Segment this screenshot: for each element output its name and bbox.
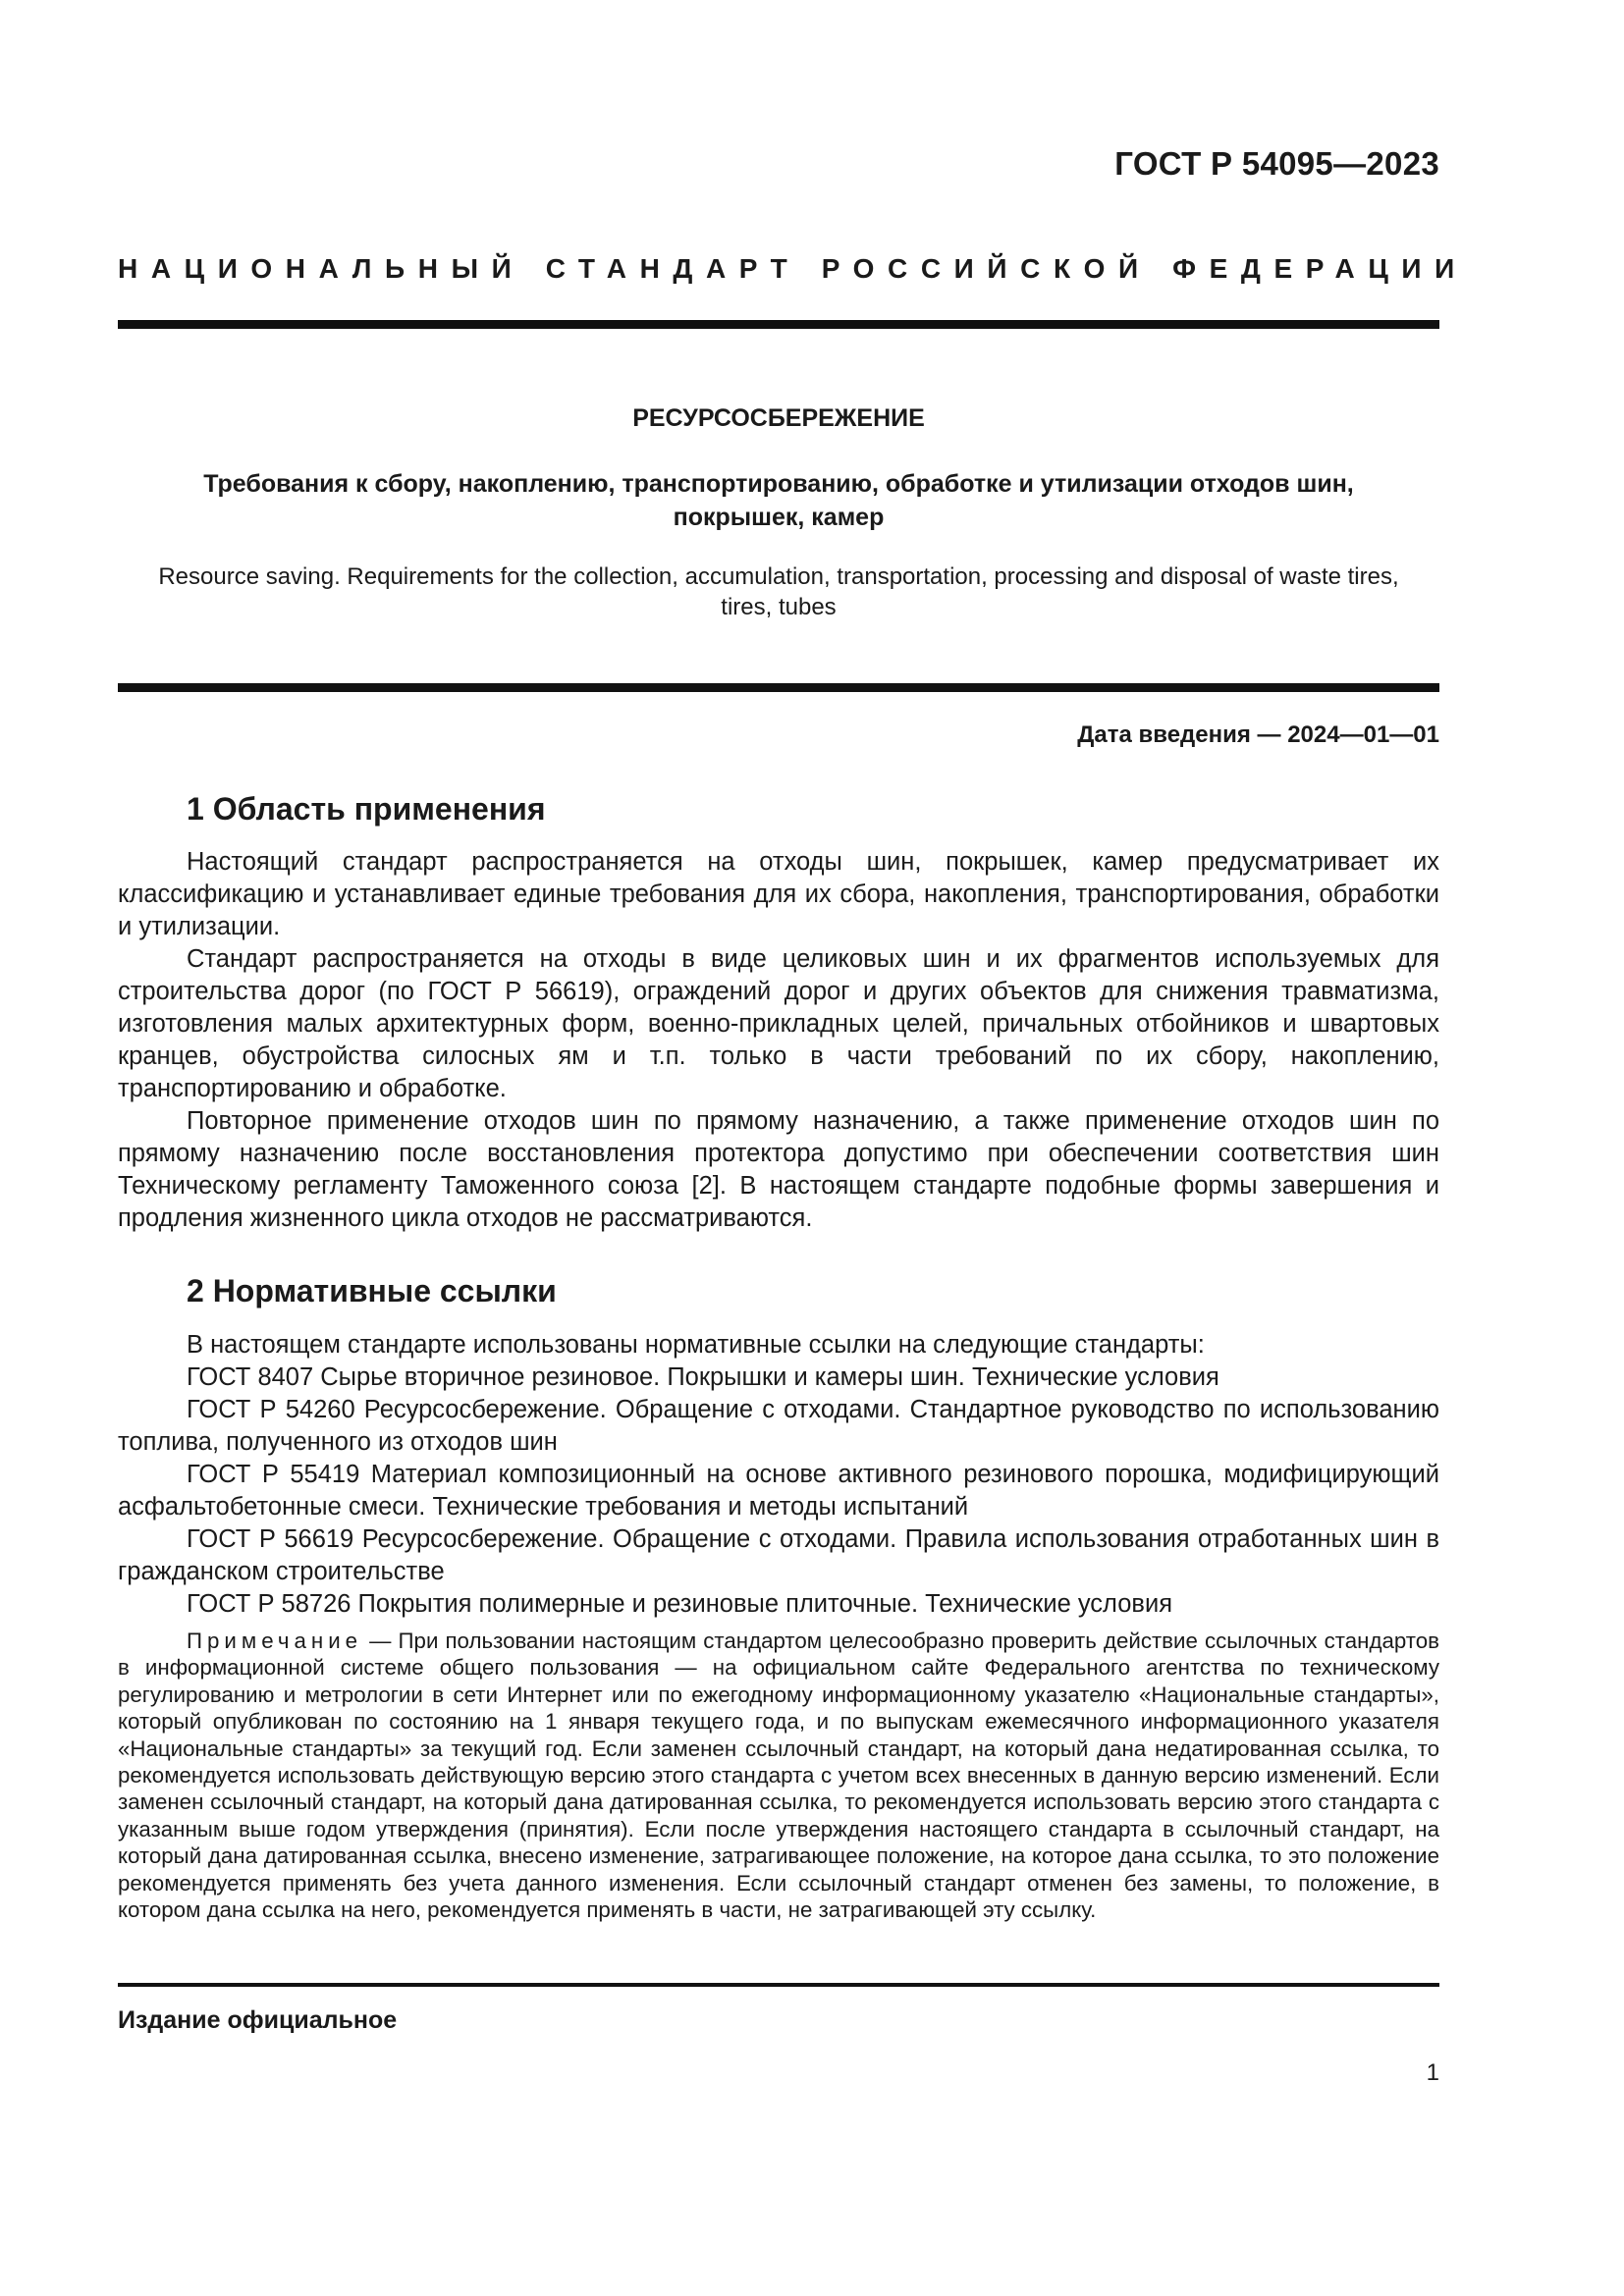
- title-divider: [118, 683, 1439, 692]
- english-title: Resource saving. Requirements for the collection, accumulation, transportation, processing and disposal of waste tires, tires, tubes: [158, 563, 1399, 620]
- section-1-paragraph: Повторное применение отходов шин по прямому назначению, а также применение отходов шин по прямому назначению после восстановления протектора допустимо при обеспечении соответствия шин Техническому регламенту Таможенного союза [2]. В настоящем стандарте подобные формы завершения и продления жизненного цикла отходов не рассматриваются.: [118, 1107, 1439, 1232]
- footer-divider: [118, 1983, 1439, 1987]
- note-block: [118, 1628, 1439, 1923]
- reference-item: ГОСТ 8407 Сырье вторичное резиновое. Покрышки и камеры шин. Технические условия: [187, 1363, 1219, 1391]
- section-2-heading: 2 Нормативные ссылки: [187, 1273, 557, 1308]
- reference-item: ГОСТ Р 55419 Материал композиционный на основе активного резинового порошка, модифицирующий асфальтобетонные смеси. Технические требования и методы испытаний: [118, 1461, 1439, 1521]
- page-number: 1: [1426, 2059, 1439, 2086]
- section-1-heading: 1 Область применения: [187, 791, 546, 827]
- section-2-intro: В настоящем стандарте использованы нормативные ссылки на следующие стандарты:: [187, 1331, 1205, 1359]
- reference-item: ГОСТ Р 58726 Покрытия полимерные и резиновые плиточные. Технические условия: [187, 1590, 1173, 1618]
- note-label: Примечание: [187, 1629, 363, 1653]
- introduction-date: Дата введения — 2024—01—01: [1077, 721, 1439, 748]
- gost-number: ГОСТ Р 54095—2023: [1114, 145, 1439, 182]
- document-subtitle: Требования к сбору, накоплению, транспортированию, обработке и утилизации отходов шин, покрышек, камер: [203, 470, 1354, 531]
- section-1-paragraph: Стандарт распространяется на отходы в виде целиковых шин и их фрагментов используемых для строительства дорог (по ГОСТ Р 56619), ограждений дорог и других объектов для снижения травматизма, изготовления малых архитектурных форм, военно-прикладных целей, причальных отбойников и швартовых кранцев, обустройства силосных ям и т.п. только в части требований по их сбору, накоплению, транспортированию и обработке.: [118, 945, 1439, 1102]
- reference-item: ГОСТ Р 54260 Ресурсосбережение. Обращение с отходами. Стандартное руководство по использованию топлива, полученного из отходов шин: [118, 1396, 1439, 1456]
- section-2-body: [118, 1329, 1439, 1621]
- note-text: — При пользовании настоящим стандартом целесообразно проверить действие ссылочных стандартов в информационной системе общего пользования — на официальном сайте Федерального агентства по техническому регулированию и метрологии в сети Интернет или по ежегодному информационному указателю «Национальные стандарты», который опубликован по состоянию на 1 января текущего года, и по выпускам ежемесячного информационного указателя «Национальные стандарты» за текущий год. Если заменен ссылочный стандарт, на который дана недатированная ссылка, то рекомендуется использовать действующую версию этого стандарта с учетом всех внесенных в данную версию изменений. Если заменен ссылочный стандарт, на который дана датированная ссылка, то рекомендуется использовать версию этого стандарта с указанным выше годом утверждения (принятия). Если после утверждения настоящего стандарта в ссылочный стандарт, на который дана датированная ссылка, внесено изменение, затрагивающее положение, на которое дана ссылка, то это положение рекомендуется применять без учета данного изменения. Если ссылочный стандарт отменен без замены, то положение, в котором дана ссылка на него, рекомендуется применять в части, не затрагивающей эту ссылку.: [118, 1629, 1439, 1923]
- top-divider: [118, 320, 1439, 329]
- official-edition-label: Издание официальное: [118, 2006, 398, 2034]
- section-1-paragraph: Настоящий стандарт распространяется на отходы шин, покрышек, камер предусматривает их классификацию и устанавливает единые требования для их сбора, накопления, транспортирования, обработки и утилизации.: [118, 848, 1439, 940]
- reference-item: ГОСТ Р 56619 Ресурсосбережение. Обращение с отходами. Правила использования отработанных шин в гражданском строительстве: [118, 1525, 1439, 1585]
- national-standard-caption: НАЦИОНАЛЬНЫЙ СТАНДАРТ РОССИЙСКОЙ ФЕДЕРАЦИИ: [118, 253, 1468, 284]
- section-1-body: [118, 846, 1439, 1235]
- document-title: РЕСУРСОСБЕРЕЖЕНИЕ: [632, 404, 925, 432]
